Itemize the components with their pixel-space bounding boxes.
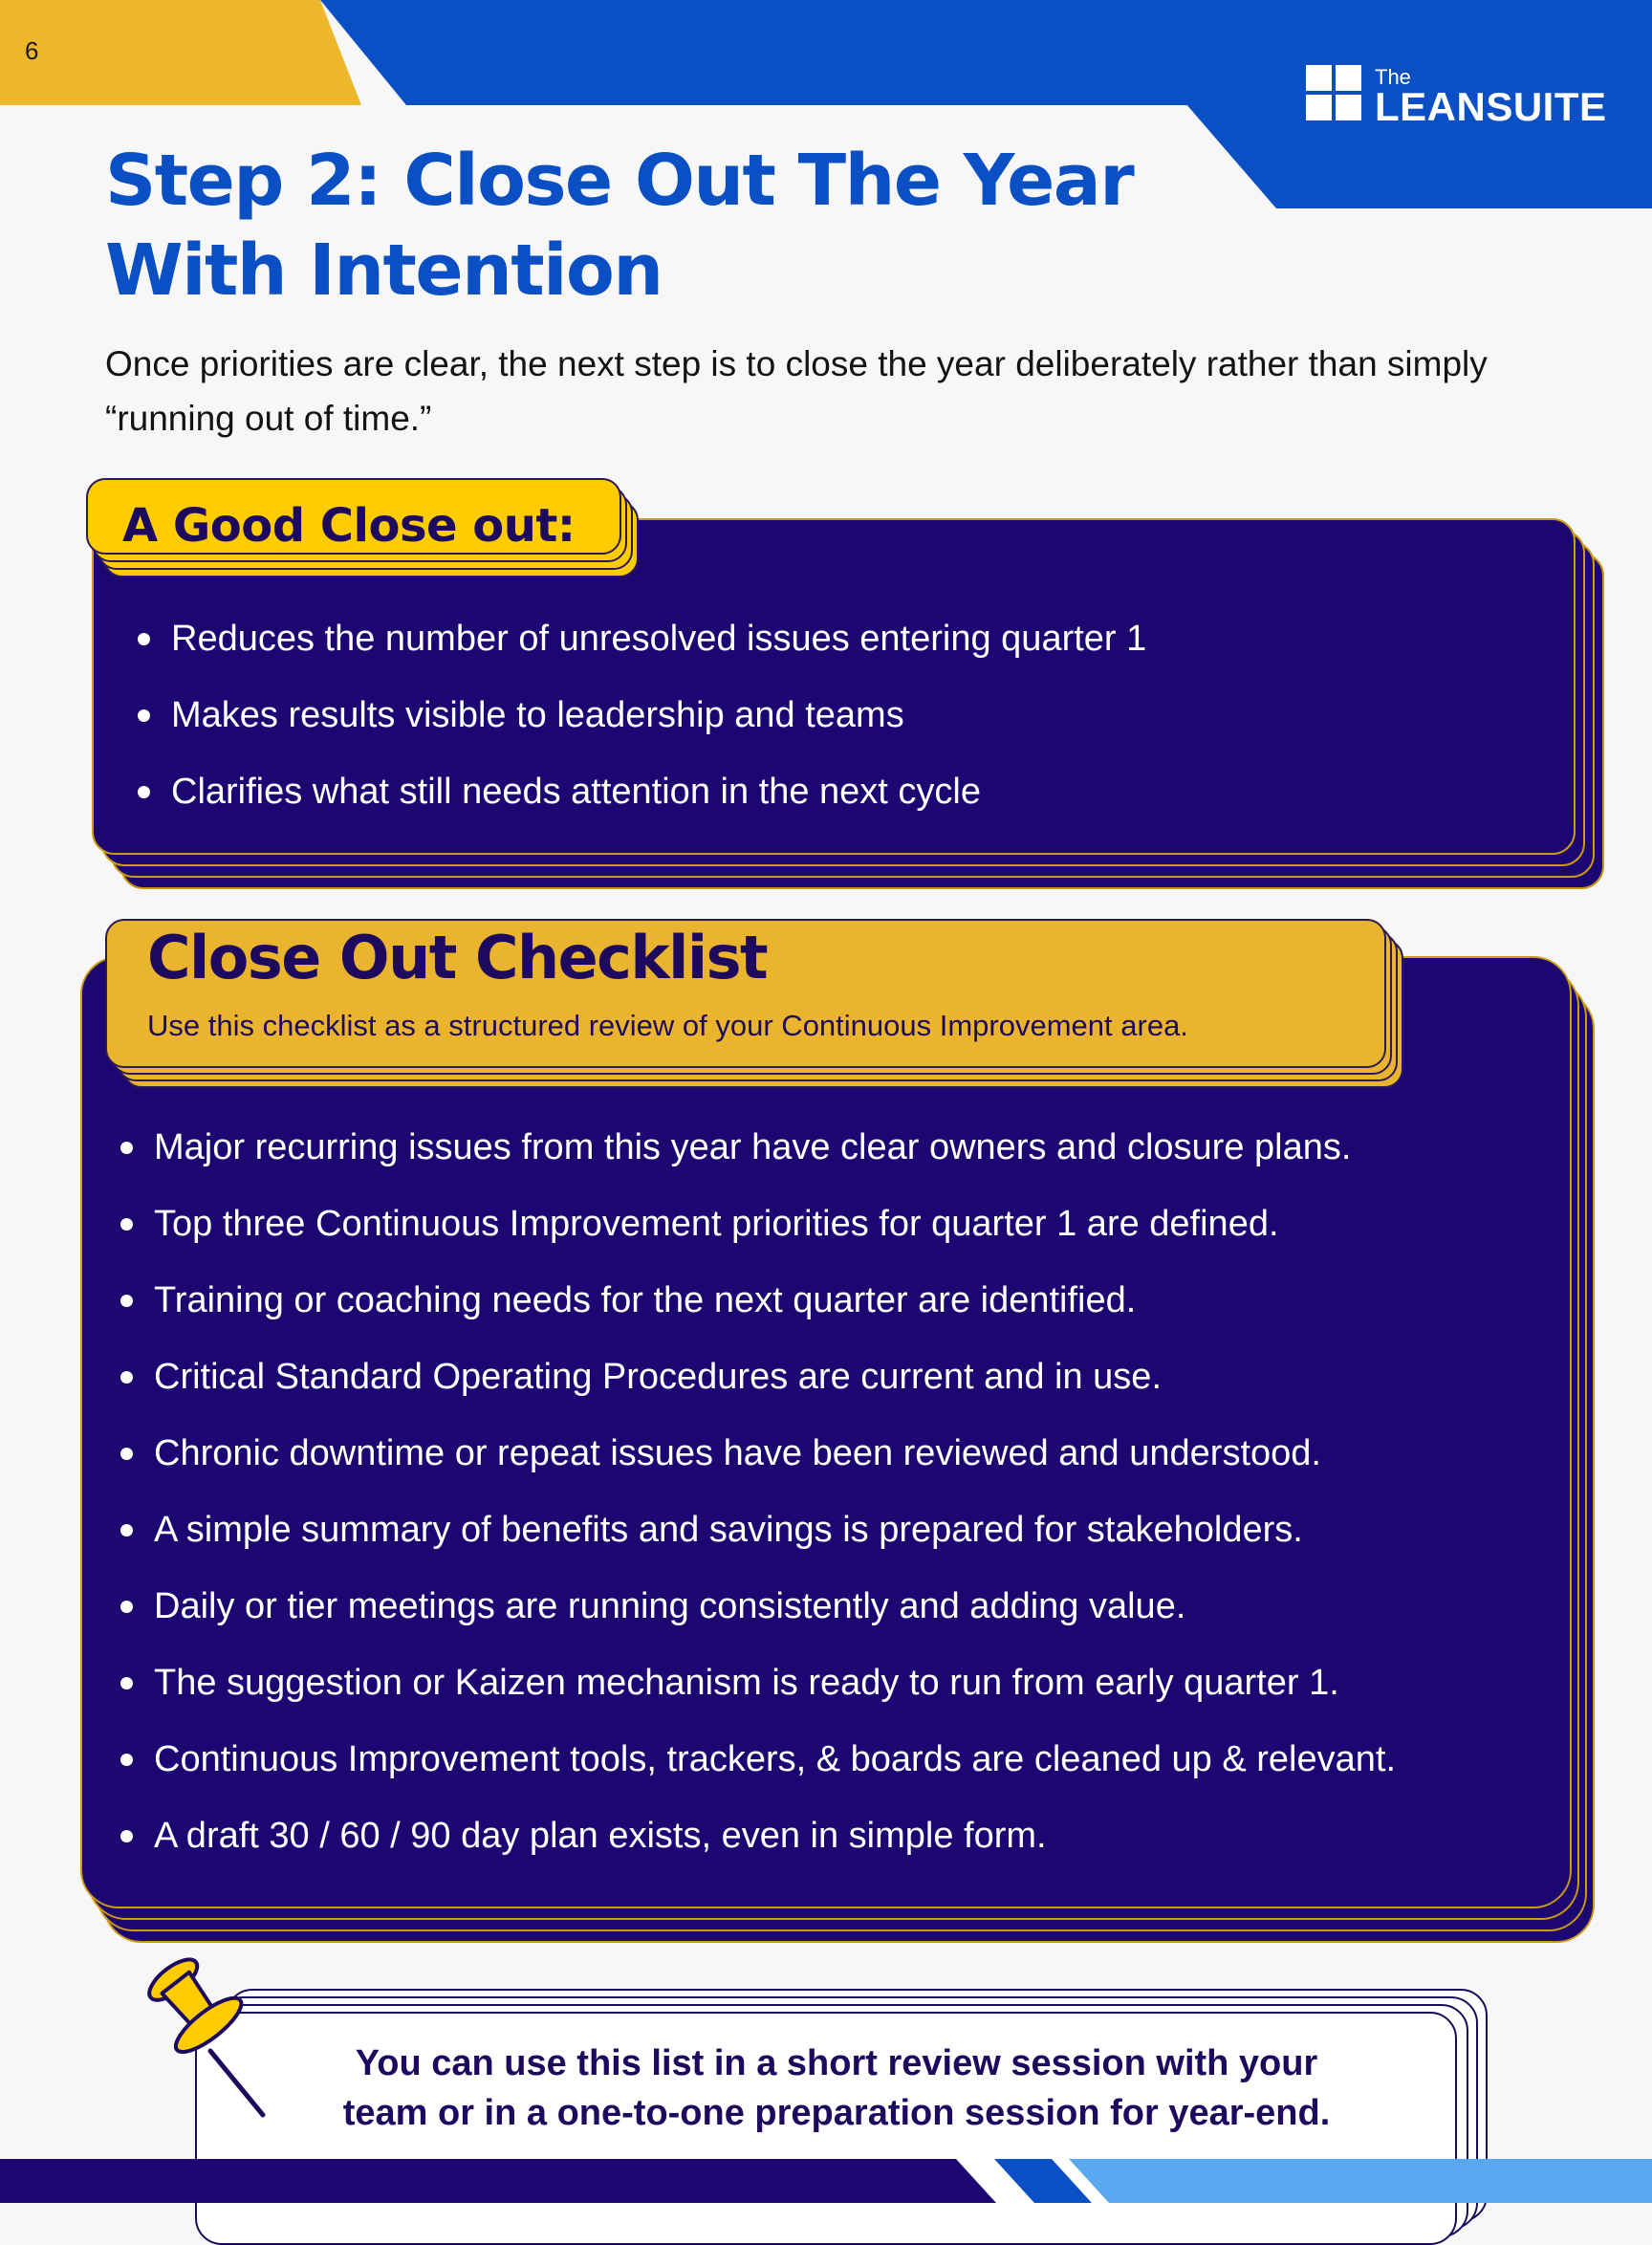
checklist-item: Top three Continuous Improvement priorities for quarter 1 are defined.: [117, 1195, 1579, 1272]
note-line: team or in a one-to-one preparation session for year-end.: [342, 2093, 1331, 2133]
note-text: [220, 2038, 1453, 2138]
page-title: [105, 136, 1157, 316]
note-line: You can use this list in a short review session with your: [355, 2043, 1318, 2083]
footer-light-blue-band: [1069, 2159, 1652, 2203]
logo-grid-icon: [1306, 65, 1363, 122]
checklist-item: Chronic downtime or repeat issues have been reviewed and understood.: [117, 1425, 1579, 1501]
page-number: 6: [25, 36, 39, 65]
list-item: Makes results visible to leadership and teams: [134, 687, 1549, 763]
title-line: Step 2: Close Out The Year: [105, 140, 1134, 222]
good-close-heading: A Good Close out:: [122, 499, 576, 553]
company-logo: [1306, 65, 1612, 132]
good-close-list: [134, 610, 1549, 839]
footer-navy-band: [0, 2159, 996, 2203]
checklist-item: Continuous Improvement tools, trackers, & boards are cleaned up & relevant.: [117, 1731, 1579, 1807]
checklist-subheading: Use this checklist as a structured review of your Continuous Improvement area.: [147, 1009, 1188, 1042]
checklist-item: A simple summary of benefits and savings is prepared for stakeholders.: [117, 1501, 1579, 1578]
list-item: Reduces the number of unresolved issues entering quarter 1: [134, 610, 1549, 687]
title-line: With Intention: [105, 229, 663, 312]
checklist-item: Daily or tier meetings are running consistently and adding value.: [117, 1578, 1579, 1654]
logo-small-text: The: [1375, 65, 1411, 89]
checklist-item: Training or coaching needs for the next quarter are identified.: [117, 1272, 1579, 1348]
pushpin-icon: [143, 1951, 277, 2123]
checklist-item: The suggestion or Kaizen mechanism is ready to run from early quarter 1.: [117, 1654, 1579, 1731]
checklist-heading: Close Out Checklist: [147, 923, 768, 992]
checklist-list: [117, 1119, 1579, 1884]
footer-stripes: [0, 2159, 1652, 2203]
header-yellow-shape: [0, 0, 361, 105]
logo-wordmark: LEANSUITE: [1375, 84, 1607, 129]
intro-paragraph: Once priorities are clear, the next step is to close the year deliberately rather than simply “running out of time.”: [105, 344, 1488, 438]
checklist-item: A draft 30 / 60 / 90 day plan exists, even in simple form.: [117, 1807, 1579, 1884]
list-item: Clarifies what still needs attention in the next cycle: [134, 763, 1549, 839]
checklist-item: Critical Standard Operating Procedures are current and in use.: [117, 1348, 1579, 1425]
checklist-item: Major recurring issues from this year have clear owners and closure plans.: [117, 1119, 1579, 1195]
